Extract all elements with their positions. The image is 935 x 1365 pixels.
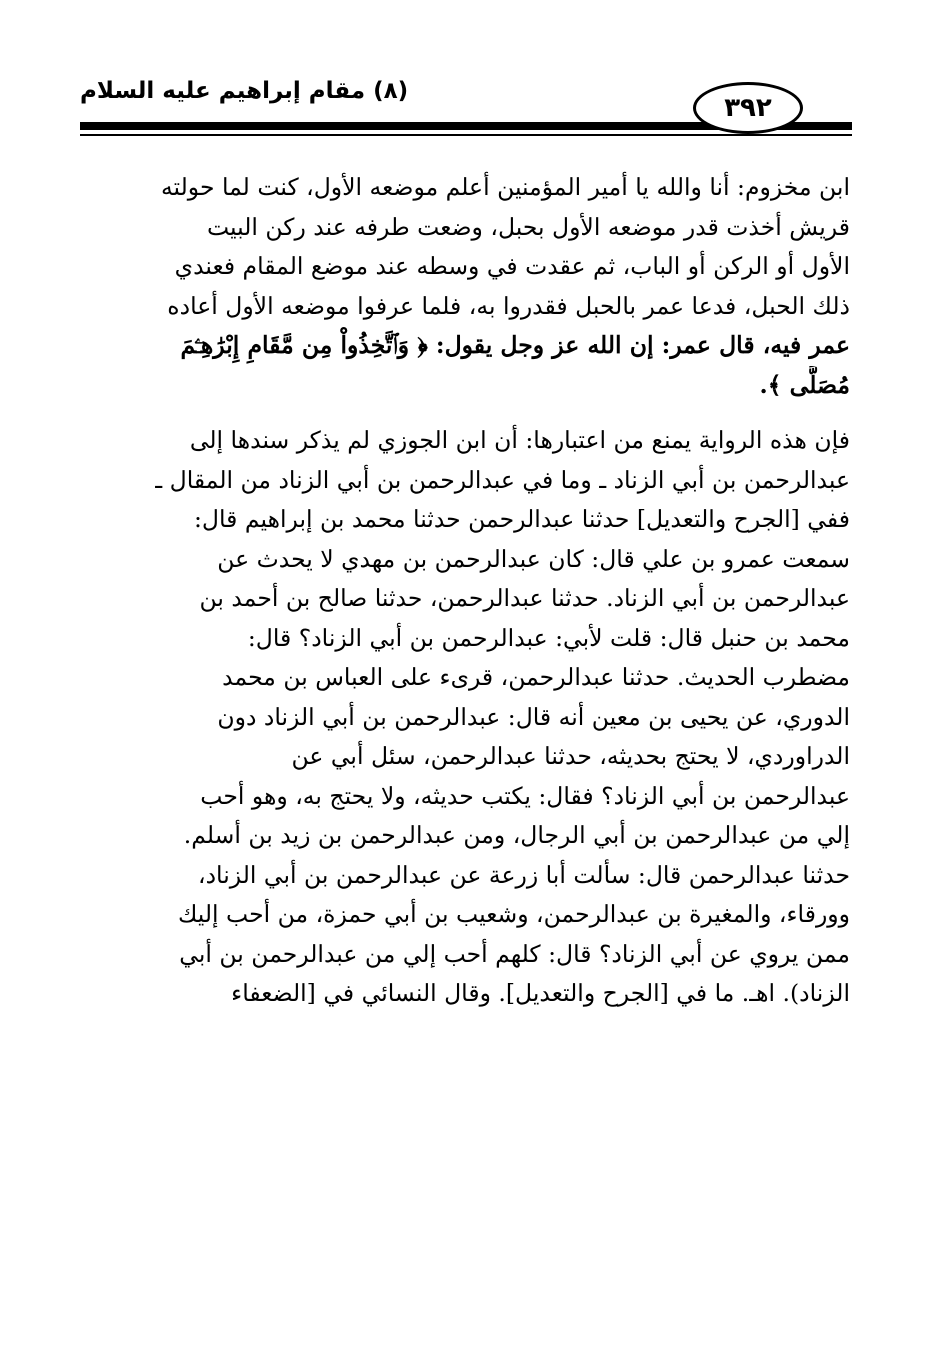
text-line: مضطرب الحديث. حدثنا عبدالرحمن، قرىء على العباس بن محمد [222, 663, 850, 691]
text-line: عبدالرحمن بن أبي الزناد ـ وما في عبدالرحمن بن أبي الزناد من المقال ـ [155, 465, 850, 494]
text-line: ذلك الحبل، فدعا عمر بالحبل فقدروا به، فلما عرفوا موضعه الأول أعاده [167, 291, 850, 320]
text-line: الزناد). اهـ. ما في [الجرح والتعديل]. وقال النسائي في [الضعفاء [231, 979, 850, 1007]
text-line: وورقاء، والمغيرة بن عبدالرحمن، وشعيب بن أبي حمزة، من أحب إليك [177, 900, 850, 928]
page-number: ٣٩٢ [693, 82, 803, 134]
body-text [80, 168, 850, 1014]
text-line: الدراوردي، لا يحتج بحديثه، حدثنا عبدالرحمن، سئل أبي عن [291, 742, 850, 770]
text-line: ابن مخزوم: أنا والله يا أمير المؤمنين أعلم موضعه الأول، كنت لما حولته [160, 173, 850, 201]
text-line: سمعت عمرو بن علي قال: كان عبدالرحمن بن مهدي لا يحدث عن [217, 544, 850, 573]
paragraph-gap [80, 405, 850, 421]
text-line: عبدالرحمن بن أبي الزناد. حدثنا عبدالرحمن، حدثنا صالح بن أحمد بن [199, 584, 850, 612]
text-line: الأول أو الركن أو الباب، ثم عقدت في وسطه عند موضع المقام فعندي [174, 252, 850, 280]
header-rule-thin [80, 134, 852, 136]
text-line: عبدالرحمن بن أبي الزناد؟ فقال: يكتب حديثه، ولا يحتج به، وهو أحب [200, 781, 850, 810]
text-line: ففي [الجرح والتعديل] حدثنا عبدالرحمن حدثنا محمد بن إبراهيم قال: [193, 505, 850, 533]
text-line: محمد بن حنبل قال: قلت لأبي: عبدالرحمن بن أبي الزناد؟ قال: [247, 623, 850, 652]
text-line: ممن يروي عن أبي الزناد؟ قال: كلهم أحب إلي من عبدالرحمن بن أبي [179, 939, 850, 968]
text-line: الدوري، عن يحيى بن معين أنه قال: عبدالرحمن بن أبي الزناد دون [217, 702, 850, 731]
text-line: إلي من عبدالرحمن بن أبي الرجال، ومن عبدالرحمن بن زيد بن أسلم. [183, 821, 850, 849]
page-header [0, 0, 935, 150]
text-line: فإن هذه الرواية يمنع من اعتبارها: أن ابن الجوزي لم يذكر سندها إلى [189, 426, 850, 454]
text-line: قريش أخذت قدر موضعه الأول بحبل، وضعت طرفه عند ركن البيت [206, 212, 850, 241]
running-title: (٨) مقام إبراهيم عليه السلام [80, 78, 409, 104]
quran-verse-line: مُصَلًّى ﴾. [759, 370, 850, 399]
text-line: حدثنا عبدالرحمن قال: سألت أبا زرعة عن عبدالرحمن بن أبي الزناد، [198, 860, 850, 889]
quran-verse-line: عمر فيه، قال عمر: إن الله عز وجل يقول: ﴿ وَٱتَّخِذُواْ مِن مَّقَامِ إِبْرَٰهِـۧمَ [180, 331, 850, 359]
